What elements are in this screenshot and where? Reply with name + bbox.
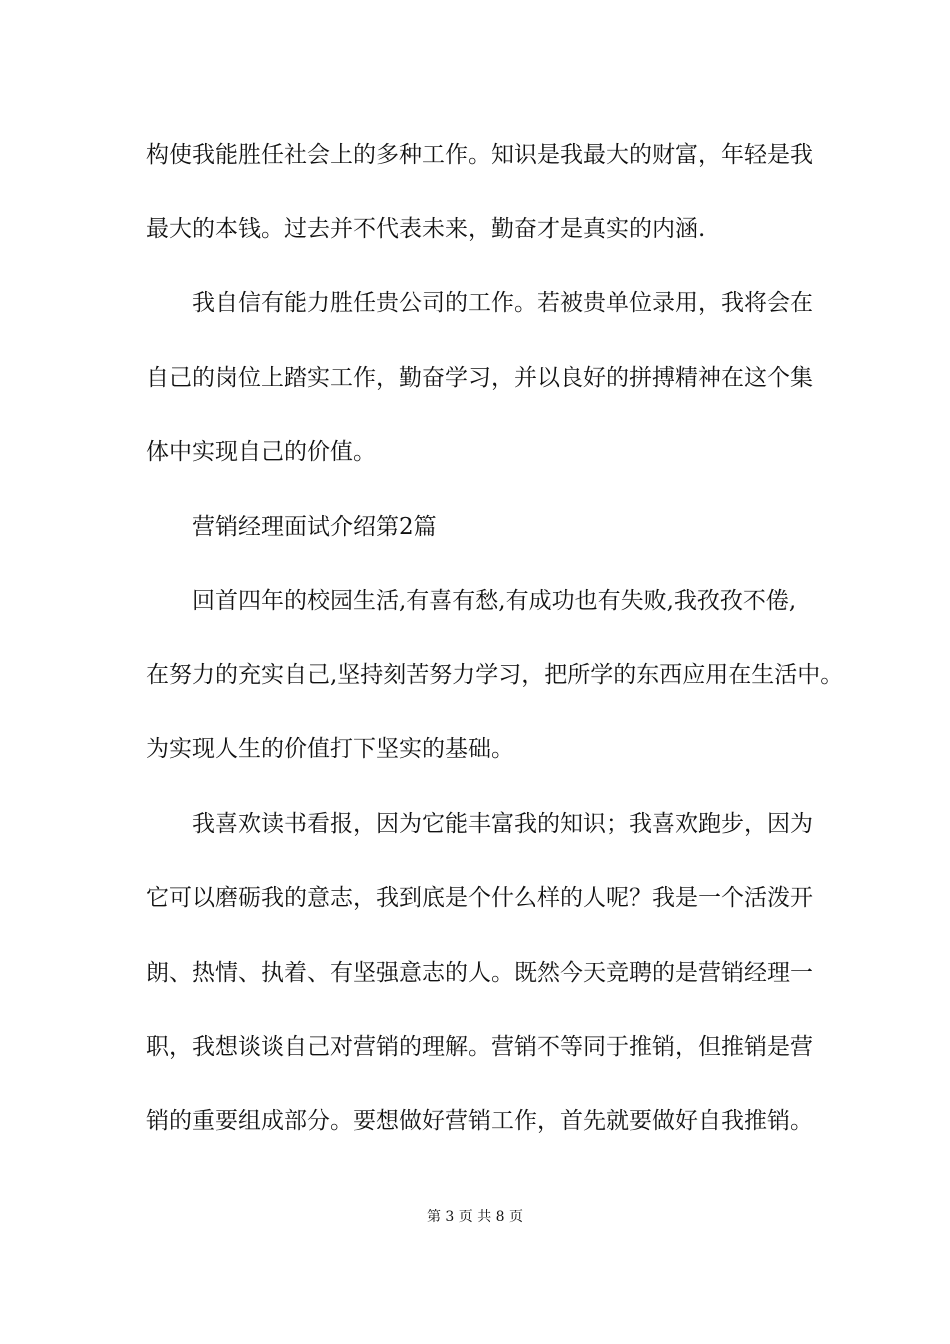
body-line: 朗、热情、执着、有坚强意志的人。既然今天竞聘的是营销经理一 [146,960,813,986]
body-line: 在努力的充实自己,坚持刻苦努力学习，把所学的东西应用在生活中。 [146,662,844,688]
body-line: 为实现人生的价值打下坚实的基础。 [146,736,514,762]
body-line: 构使我能胜任社会上的多种工作。知识是我最大的财富，年轻是我 [146,142,813,168]
paragraph-start-line: 我喜欢读书看报，因为它能丰富我的知识；我喜欢跑步，因为 [192,811,813,837]
body-line: 职，我想谈谈自己对营销的理解。营销不等同于推销，但推销是营 [146,1034,813,1060]
body-line: 最大的本钱。过去并不代表未来，勤奋才是真实的内涵. [146,216,706,242]
paragraph-start-line: 回首四年的校园生活,有喜有愁,有成功也有失败,我孜孜不倦, [192,588,797,614]
paragraph-start-line: 我自信有能力胜任贵公司的工作。若被贵单位录用，我将会在 [192,290,813,316]
body-line: 它可以磨砺我的意志，我到底是个什么样的人呢？我是一个活泼开 [146,885,813,911]
body-line: 体中实现自己的价值。 [146,439,376,465]
page-footer: 第 3 页 共 8 页 [426,1209,524,1225]
section-heading: 营销经理面试介绍第2篇 [192,514,437,540]
body-line: 自己的岗位上踏实工作，勤奋学习，并以良好的拼搏精神在这个集 [146,365,813,391]
body-line: 销的重要组成部分。要想做好营销工作，首先就要做好自我推销。 [146,1108,813,1134]
